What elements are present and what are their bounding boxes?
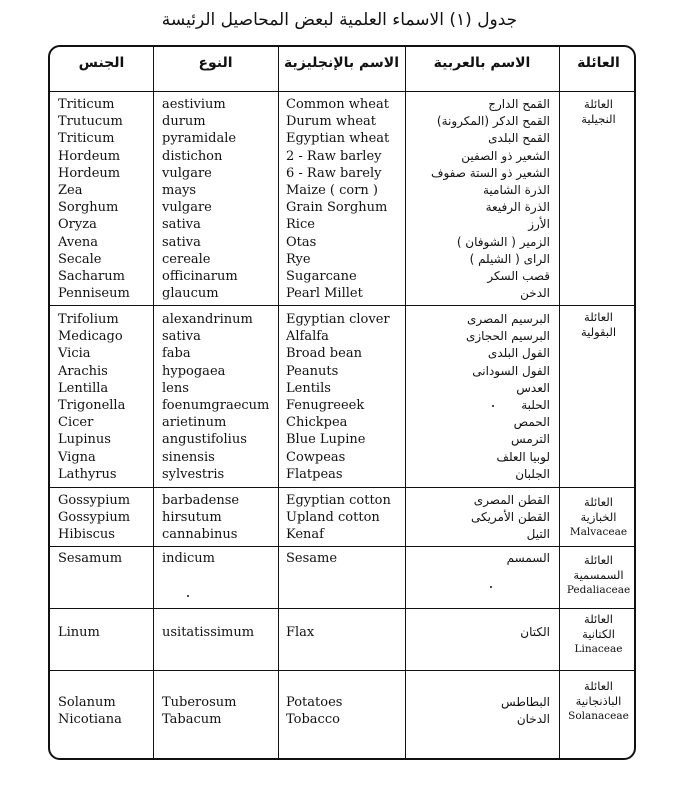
column-divider	[153, 47, 154, 758]
family-name-line: النجيلية	[581, 112, 616, 126]
english-column	[286, 694, 342, 728]
english-column	[286, 96, 389, 302]
family-name-line: العائلة	[584, 310, 613, 324]
species-cell: foenumgraecum	[162, 398, 270, 414]
species-cell: lens	[162, 380, 189, 396]
arabic-cell: السمسم	[506, 551, 550, 565]
english-cell: Rice	[286, 217, 315, 233]
family-cell	[559, 97, 636, 127]
family-latin-name: Linaceae	[574, 643, 623, 655]
genus-cell: Trigonella	[58, 398, 126, 414]
crop-table	[48, 45, 636, 760]
arabic-cell: الزمير ( الشوفان )	[456, 234, 550, 249]
genus-cell: Penniseum	[58, 286, 130, 302]
english-cell: Alfalfa	[286, 329, 329, 345]
family-name-line: السمسمية	[573, 568, 624, 582]
english-cell: Upland cotton	[286, 510, 380, 526]
english-cell: Fenugreeek	[286, 398, 365, 414]
species-cell: sylvestris	[162, 466, 225, 482]
arabic-cell: القطن الأمريكى	[470, 510, 550, 525]
species-cell: Tabacum	[162, 712, 222, 728]
arabic-column	[410, 694, 550, 728]
genus-cell: Sesamum	[58, 551, 123, 566]
arabic-cell: القمح البلدى	[488, 131, 550, 146]
arabic-cell: القمح الدكر (المكرونة)	[436, 114, 550, 129]
family-cell	[559, 553, 636, 598]
english-cell: Peanuts	[286, 363, 339, 379]
genus-cell: Hordeum	[58, 165, 121, 181]
arabic-column	[410, 624, 550, 641]
english-cell: Pearl Millet	[286, 286, 363, 302]
arabic-cell: قصب السكر	[487, 269, 550, 284]
family-cell	[559, 310, 636, 340]
page-title: جدول (١) الاسماء العلمية لبعض المحاصيل الرئيسة	[161, 10, 518, 30]
english-cell: Cowpeas	[286, 449, 346, 465]
english-cell: 6 - Raw barely	[286, 165, 382, 181]
group-divider	[50, 608, 634, 609]
header-divider	[50, 91, 634, 92]
species-column	[162, 694, 236, 728]
species-cell: officinarum	[162, 269, 238, 285]
family-name-line: العائلة	[584, 553, 613, 567]
family-name-line: العائلة	[584, 97, 613, 111]
column-divider	[405, 47, 406, 758]
species-cell: Tuberosum	[162, 695, 237, 710]
group-divider	[50, 487, 634, 488]
species-cell: indicum	[162, 551, 215, 566]
species-cell: arietinum	[162, 415, 227, 431]
english-cell: Sesame	[286, 551, 338, 566]
genus-cell: Hordeum	[58, 148, 121, 164]
genus-cell: Oryza	[58, 217, 97, 233]
arabic-cell: الحلبة	[521, 398, 550, 413]
genus-cell: Secale	[58, 251, 102, 267]
species-cell: hypogaea	[162, 363, 226, 379]
scan-speck	[492, 405, 494, 407]
genus-cell: Gossypium	[58, 493, 131, 508]
arabic-cell: الأرز	[528, 217, 550, 232]
family-cell	[559, 679, 636, 724]
english-cell: Lentils	[286, 380, 331, 396]
group-divider	[50, 546, 634, 547]
arabic-cell: الدخان	[516, 712, 550, 727]
arabic-cell: العدس	[516, 380, 550, 395]
genus-cell: Vicia	[58, 346, 91, 362]
genus-cell: Linum	[58, 625, 100, 640]
genus-cell: Nicotiana	[58, 712, 122, 728]
species-cell: mays	[162, 183, 197, 199]
genus-cell: Vigna	[58, 449, 96, 465]
english-cell: Grain Sorghum	[286, 200, 388, 216]
genus-cell: Triticum	[58, 97, 115, 112]
english-column	[286, 311, 390, 483]
genus-cell: Lentilla	[58, 380, 109, 396]
species-cell: alexandrinum	[162, 312, 253, 327]
arabic-cell: الجلبان	[515, 466, 550, 481]
family-cell	[559, 612, 636, 657]
genus-cell: Sacharum	[58, 269, 125, 285]
species-cell: faba	[162, 346, 191, 362]
species-column	[162, 624, 254, 641]
family-name-line: العائلة	[584, 495, 613, 509]
species-cell: angustifolius	[162, 432, 247, 448]
english-column	[286, 550, 337, 567]
family-latin-name: Malvaceae	[569, 526, 628, 538]
family-latin-name: Pedaliaceae	[566, 584, 631, 596]
english-cell: Rye	[286, 251, 311, 267]
arabic-cell: البرسيم الحجازى	[465, 329, 550, 344]
arabic-cell: الدخن	[520, 286, 550, 301]
english-cell: Egyptian wheat	[286, 131, 390, 147]
genus-cell: Triticum	[58, 131, 115, 147]
header-genus: الجنس	[78, 55, 125, 71]
genus-cell: Sorghum	[58, 200, 119, 216]
english-cell: Potatoes	[286, 695, 343, 710]
species-cell: distichon	[162, 148, 223, 164]
arabic-column	[410, 311, 550, 483]
species-cell: pyramidale	[162, 131, 237, 147]
species-cell: vulgare	[162, 165, 212, 181]
genus-cell: Medicago	[58, 329, 123, 345]
genus-cell: Solanum	[58, 695, 116, 710]
arabic-column	[410, 550, 550, 567]
arabic-cell: الذرة الشامية	[482, 183, 550, 198]
family-name-line: الخبازية	[580, 510, 617, 524]
english-cell: Maize ( corn )	[286, 183, 378, 199]
english-cell: Flatpeas	[286, 466, 343, 482]
arabic-column	[410, 492, 550, 544]
arabic-cell: الشعير ذو الصفين	[461, 148, 550, 163]
arabic-cell: الراى ( الشيلم )	[469, 251, 550, 266]
arabic-cell: الكتان	[520, 625, 550, 639]
header-family: العائلة	[577, 55, 620, 71]
english-column	[286, 492, 391, 544]
english-cell: 2 - Raw barley	[286, 148, 382, 164]
english-cell: Kenaf	[286, 527, 324, 543]
genus-column	[58, 694, 122, 728]
header-species: النوع	[198, 55, 233, 71]
family-name-line: العائلة	[584, 679, 613, 693]
scan-speck	[490, 586, 492, 588]
species-cell: sativa	[162, 217, 201, 233]
species-cell: sativa	[162, 234, 201, 250]
genus-cell: Trifolium	[58, 312, 119, 327]
scan-speck	[187, 595, 189, 597]
genus-cell: Lupinus	[58, 432, 111, 448]
species-cell: usitatissimum	[162, 625, 255, 640]
arabic-cell: لوبيا العلف	[496, 449, 550, 464]
genus-column	[58, 624, 100, 641]
genus-column	[58, 96, 130, 302]
genus-cell: Avena	[58, 234, 99, 250]
english-cell: Egyptian clover	[286, 312, 390, 327]
english-column	[286, 624, 314, 641]
genus-cell: Arachis	[58, 363, 108, 379]
english-cell: Flax	[286, 625, 315, 640]
genus-cell: Gossypium	[58, 510, 131, 526]
species-cell: cereale	[162, 251, 211, 267]
species-cell: sinensis	[162, 449, 215, 465]
genus-cell: Lathyrus	[58, 466, 117, 482]
group-divider	[50, 670, 634, 671]
species-cell: vulgare	[162, 200, 212, 216]
arabic-cell: التيل	[526, 527, 550, 542]
genus-column	[58, 550, 122, 567]
family-name-line: الكتانية	[582, 627, 615, 641]
arabic-cell: البطاطس	[501, 695, 550, 709]
species-cell: barbadense	[162, 493, 240, 508]
genus-column	[58, 311, 125, 483]
column-divider	[278, 47, 279, 758]
arabic-cell: الفول البلدى	[487, 346, 550, 361]
species-cell: aestivium	[162, 97, 226, 112]
species-column	[162, 96, 238, 302]
group-divider	[50, 305, 634, 306]
arabic-cell: الترمس	[511, 432, 550, 447]
arabic-cell: الحمص	[513, 415, 550, 430]
species-cell: glaucum	[162, 286, 219, 302]
arabic-cell: الشعير ذو الستة صفوف	[431, 165, 550, 180]
english-cell: Common wheat	[286, 97, 389, 112]
family-name-line: العائلة	[584, 612, 613, 626]
species-column	[162, 492, 239, 544]
arabic-cell: القطن المصرى	[473, 493, 550, 507]
english-cell: Durum wheat	[286, 114, 377, 130]
english-cell: Sugarcane	[286, 269, 357, 285]
arabic-cell: القمح الدارج	[488, 97, 550, 111]
english-cell: Broad bean	[286, 346, 362, 362]
english-cell: Blue Lupine	[286, 432, 366, 448]
species-cell: cannabinus	[162, 527, 238, 543]
arabic-column	[410, 96, 550, 302]
genus-cell: Zea	[58, 183, 83, 199]
genus-cell: Hibiscus	[58, 527, 115, 543]
family-name-line: الباذنجانية	[575, 694, 622, 708]
english-cell: Egyptian cotton	[286, 493, 391, 508]
header-arabic: الاسم بالعربية	[433, 55, 531, 71]
english-cell: Otas	[286, 234, 317, 250]
header-english: الاسم بالإنجليزية	[283, 55, 399, 71]
arabic-cell: البرسيم المصرى	[466, 312, 550, 326]
species-cell: hirsutum	[162, 510, 222, 526]
species-cell: durum	[162, 114, 206, 130]
genus-cell: Trutucum	[58, 114, 123, 130]
species-column	[162, 550, 215, 567]
family-cell	[559, 495, 636, 540]
species-column	[162, 311, 269, 483]
species-cell: sativa	[162, 329, 201, 345]
english-cell: Tobacco	[286, 712, 340, 728]
arabic-cell: الذرة الرفيعة	[485, 200, 550, 215]
genus-column	[58, 492, 130, 544]
family-name-line: البقولية	[580, 325, 617, 339]
arabic-cell: الفول السودانى	[472, 363, 550, 378]
english-cell: Chickpea	[286, 415, 348, 431]
genus-cell: Cicer	[58, 415, 94, 431]
family-latin-name: Solanaceae	[568, 710, 629, 722]
